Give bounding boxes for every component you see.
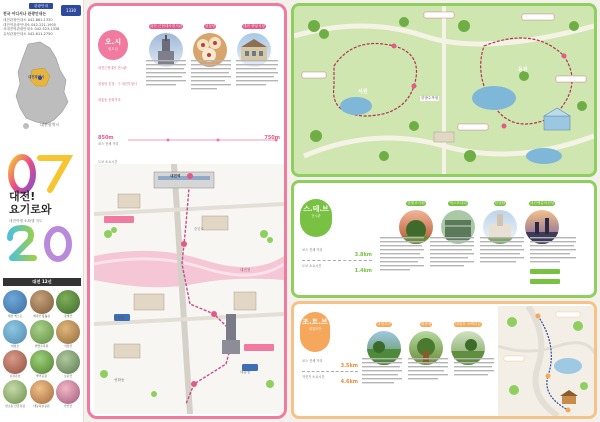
attraction-label: 유성온천 [9, 374, 21, 378]
slogan-subtitle: 대전여행 소확행 지도 [9, 219, 43, 223]
place-name: 대전 중앙시장 [243, 24, 265, 28]
attraction-item [30, 350, 54, 378]
badge-main: 조.트.브 [302, 318, 328, 326]
map-label: 선화동 [114, 378, 125, 382]
info-badge: 관광안내 [29, 3, 53, 9]
slogan-line: 대전! [9, 190, 36, 203]
attraction-label: 상소동 산림욕장 [5, 404, 25, 408]
osi-panel [87, 3, 287, 419]
attraction-photo [30, 380, 54, 404]
slogan-line: 요기로와 [9, 203, 52, 216]
body-text-lines [146, 58, 282, 104]
stew-panel [291, 180, 597, 298]
attraction-photo [30, 350, 54, 374]
place-name: 한빛탑 [494, 201, 506, 205]
attraction-label: 한밭수목원 [34, 344, 49, 348]
side-note: 대전근현대사 전시관 [98, 66, 127, 70]
distance-label: 코스 전체 거리 [302, 359, 323, 363]
place-name: 대전 근현대사전시관 [149, 24, 183, 28]
distance-label: 도보 소요시간 [98, 160, 118, 164]
area-label: 서원 [358, 89, 368, 95]
attraction-item [3, 320, 27, 348]
map-label: 대흥동 [240, 370, 251, 374]
map-label: 대전광역시 [28, 75, 45, 79]
badge-main: 스.테.브 [303, 205, 329, 213]
place-name: 한빛조각원 [407, 201, 425, 205]
distance-label: 코스 전체 거리 [302, 248, 323, 252]
attraction-item [56, 350, 80, 378]
tour-title: 전국 어디서나 관광안내는 [3, 11, 46, 16]
attraction-item [30, 290, 54, 318]
attraction-photo [30, 290, 54, 314]
attraction-label: 장태산 [63, 314, 73, 318]
section-label: 대전 12선 [3, 278, 81, 286]
map-label: 은행동 [114, 316, 125, 320]
place-name: 대청호반 [377, 322, 391, 326]
attraction-photo [3, 350, 27, 374]
distance-value: 1.4km [354, 268, 372, 274]
attraction-label: 식장산 [63, 344, 73, 348]
attraction-item [56, 290, 80, 318]
lake-route-map [498, 306, 596, 416]
osi-badge [98, 30, 128, 60]
place-name: 대전예술의전당 [529, 201, 555, 205]
side-note: 성심당 본점 · 구 대전부청사 [98, 82, 137, 86]
attraction-item [3, 290, 27, 318]
attraction-item [3, 350, 27, 378]
place-name: 성심당 [204, 24, 216, 28]
attraction-photo [3, 380, 27, 404]
attraction-label: 계족산 황톳길 [32, 314, 51, 318]
badge-main: 오.시 [104, 38, 122, 46]
arboretum-map [294, 6, 594, 174]
attraction-photo [56, 320, 80, 344]
walking-route-map [94, 164, 284, 414]
distance-value: 850m [98, 135, 114, 141]
badge-sub: 전시관 [311, 214, 321, 218]
distance-value: 3.8km [354, 252, 372, 258]
trip-badge [300, 312, 330, 352]
distance-row [98, 130, 284, 146]
phone-row: 대전역관광안내소 042-221-1905 [3, 22, 56, 27]
area-label: 한밭수목원 [421, 96, 439, 100]
station-building-icon [154, 172, 214, 188]
area-label: 동원 [518, 67, 528, 73]
place-name: 엑스포다리 [449, 201, 467, 205]
attraction-photo [30, 320, 54, 344]
attraction-photo [56, 290, 80, 314]
distance-value: 3.5km [340, 363, 358, 369]
attraction-label: 대동하늘공원 [33, 404, 50, 408]
side-note: 대흥동 문화거리 [98, 98, 121, 102]
left-column [0, 0, 84, 422]
attraction-item [56, 320, 80, 348]
phone-row: 대전관광안내소 042-861-1330 [3, 18, 53, 22]
attraction-label: 대전 엑스포 [7, 314, 23, 318]
arboretum-map-panel [291, 3, 597, 177]
body-text-lines [380, 235, 594, 295]
place-name: 대청댐 [420, 322, 432, 326]
distance-label: 코스 전체 거리 [98, 142, 119, 146]
attraction-photo [3, 320, 27, 344]
phone-row: 유성관광안내소 042-611-2750 [3, 31, 53, 36]
attraction-label: 대청호 [10, 344, 20, 348]
slogan-title [9, 190, 52, 216]
trip-panel [291, 301, 597, 419]
badge-sub: 원도심 [107, 47, 119, 51]
attraction-label: 보문산 [63, 374, 73, 378]
distance-label: 도보 소요시간 [302, 264, 322, 268]
distance-row [98, 148, 284, 164]
phone-row: 서대전역관광안내소 042-523-1338 [3, 27, 60, 32]
badge-sub: 대청호반 [308, 327, 322, 331]
distance-value: 750m [264, 135, 280, 141]
korea-map-icon [6, 40, 78, 132]
distance-value: 4.6km [340, 379, 358, 385]
attraction-photo [3, 290, 27, 314]
map-label: 대전천 [240, 268, 251, 272]
tour-number-badge: 1330 [61, 5, 81, 16]
city-logo: 대전광역시 [40, 122, 60, 127]
body-text-lines [362, 356, 496, 416]
attraction-grid [3, 290, 81, 408]
attraction-label: 뿌리공원 [36, 374, 47, 378]
place-name: 대청호 오백리길 [455, 322, 481, 326]
attraction-item [56, 380, 80, 408]
attraction-item [30, 320, 54, 348]
attraction-label: 만인산 [63, 404, 73, 408]
distance-label: 자전거 소요시간 [302, 375, 325, 379]
attraction-photo [56, 380, 80, 404]
attraction-item [30, 380, 54, 408]
map-label: 중앙로 [194, 227, 204, 231]
map-label: 대전역 [170, 174, 181, 178]
stew-badge [300, 199, 332, 237]
attraction-item [3, 380, 27, 408]
attraction-photo [56, 350, 80, 374]
distance-block [302, 358, 358, 385]
distance-block [302, 247, 372, 274]
